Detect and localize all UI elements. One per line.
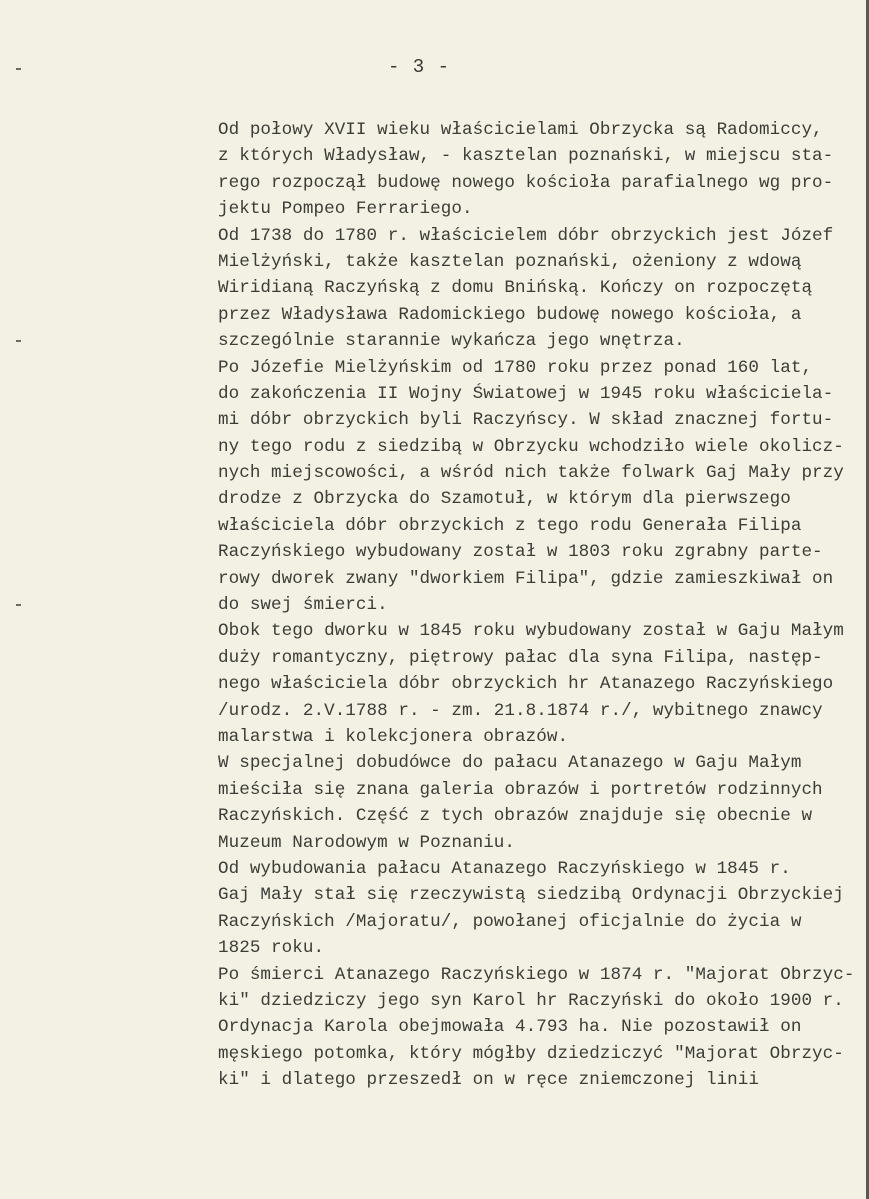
text-line: ki" i dlatego przeszedł on w ręce zniemczonej linii <box>218 1070 760 1091</box>
text-line: przez Władysława Radomickiego budowę nowego kościoła, a <box>218 304 802 325</box>
text-line: /urodz. 2.V.1788 r. - zm. 21.8.1874 r./, wybitnego znawcy <box>218 700 823 721</box>
page-number: - 3 - <box>388 56 451 78</box>
text-line: Po śmierci Atanazego Raczyńskiego w 1874 r. "Majorat Obrzyc- <box>218 964 855 985</box>
text-line: Ordynacja Karola obejmowała 4.793 ha. Nie pozostawił on <box>218 1017 802 1038</box>
text-line: Muzeum Narodowym w Poznaniu. <box>218 832 516 853</box>
text-line: Mielżyński, także kasztelan poznański, ożeniony z wdową <box>218 251 802 272</box>
text-line: rego rozpoczął budowę nowego kościoła parafialnego wg pro- <box>218 172 834 193</box>
text-line: Wiridianą Raczyńską z domu Bnińską. Kończy on rozpoczętą <box>218 278 813 299</box>
text-line: jektu Pompeo Ferrariego. <box>218 199 473 220</box>
text-line: 1825 roku. <box>218 938 325 959</box>
text-line: nych miejscowości, a wśród nich także folwark Gaj Mały przy <box>218 463 844 484</box>
text-line: duży romantyczny, piętrowy pałac dla syna Filipa, następ- <box>218 647 823 668</box>
text-line: Od połowy XVII wieku właścicielami Obrzycka są Radomiccy, <box>218 120 823 140</box>
text-line: Raczyńskiego wybudowany został w 1803 roku zgrabny parte- <box>218 542 823 563</box>
text-line: mi dóbr obrzyckich byli Raczyńscy. W skład znacznej fortu- <box>218 410 834 431</box>
text-line: Raczyńskich /Majoratu/, powołanej oficjalnie do życia w <box>218 911 802 932</box>
margin-mark <box>16 68 21 70</box>
text-line: szczególnie starannie wykańcza jego wnętrza. <box>218 331 685 352</box>
text-line: Obok tego dworku w 1845 roku wybudowany został w Gaju Małym <box>218 621 844 642</box>
text-line: Od wybudowania pałacu Atanazego Raczyńskiego w 1845 r. <box>218 858 791 879</box>
text-line: rowy dworek zwany "dworkiem Filipa", gdzie zamieszkiwał on <box>218 568 834 589</box>
text-line: ny tego rodu z siedzibą w Obrzycku wchodziło wiele okolicz- <box>218 436 844 457</box>
text-line: z których Władysław, - kasztelan poznański, w miejscu sta- <box>218 146 834 167</box>
text-line: ki" dziedziczy jego syn Karol hr Raczyński do około 1900 r. <box>218 990 844 1011</box>
text-line: nego właściciela dóbr obrzyckich hr Atanazego Raczyńskiego <box>218 674 834 695</box>
text-line: Od 1738 do 1780 r. właścicielem dóbr obrzyckich jest Józef <box>218 225 834 246</box>
margin-mark <box>16 604 21 606</box>
typewritten-body <box>218 117 854 1093</box>
text-line: Po Józefie Mielżyńskim od 1780 roku przez ponad 160 lat, <box>218 357 813 378</box>
text-line: Gaj Mały stał się rzeczywistą siedzibą Ordynacji Obrzyckiej <box>218 885 844 906</box>
text-line: malarstwa i kolekcjonera obrazów. <box>218 726 569 747</box>
text-line: Raczyńskich. Część z tych obrazów znajduje się obecnie w <box>218 806 813 827</box>
text-line: do zakończenia II Wojny Światowej w 1945 roku właściciela- <box>218 383 834 404</box>
text-line: mieściła się znana galeria obrazów i portretów rodzinnych <box>218 779 823 800</box>
text-line: do swej śmierci. <box>218 595 388 616</box>
text-line: W specjalnej dobudówce do pałacu Atanazego w Gaju Małym <box>218 753 802 774</box>
margin-mark <box>16 340 21 342</box>
text-line: męskiego potomka, który mógłby dziedziczyć "Majorat Obrzyc- <box>218 1043 844 1064</box>
text-line: drodze z Obrzycka do Szamotuł, w którym dla pierwszego <box>218 489 791 510</box>
text-line: właściciela dóbr obrzyckich z tego rodu Generała Filipa <box>218 515 802 536</box>
